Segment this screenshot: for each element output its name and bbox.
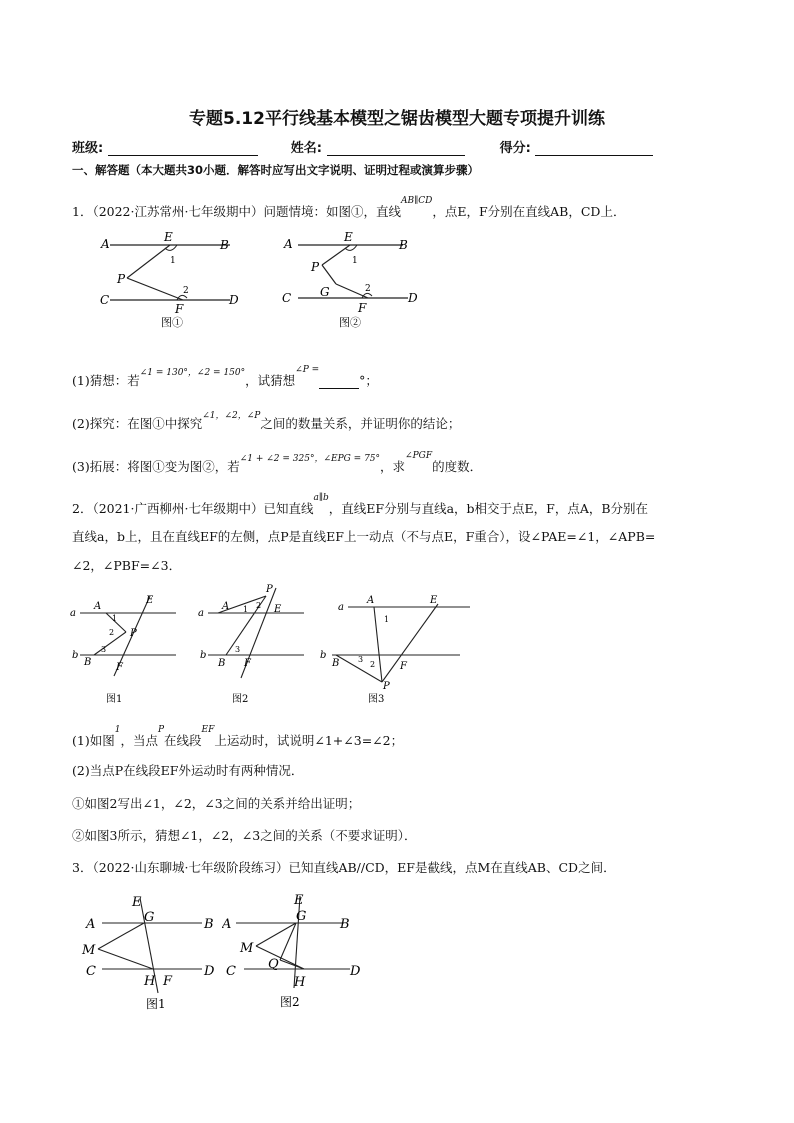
q3-stem: 3．（2022·山东聊城·七年级阶段练习）已知直线AB//CD，EF是截线，点M在直线AB、CD之间． — [72, 860, 616, 875]
svg-text:G: G — [320, 285, 330, 299]
q2-fig1-caption: 图1 — [106, 694, 123, 705]
svg-text:2: 2 — [109, 628, 115, 637]
svg-text:3: 3 — [235, 645, 241, 654]
q2-part-1: (1)如图$^1$，当点$^P$在线段$^{EF}$上运动时，试说明∠1+∠3=∠2； — [72, 725, 404, 748]
svg-text:G: G — [296, 909, 307, 924]
svg-text:P: P — [266, 584, 273, 595]
svg-text:B: B — [204, 917, 214, 932]
svg-text:F: F — [244, 658, 251, 669]
svg-text:2: 2 — [365, 284, 371, 294]
svg-text:F: F — [175, 302, 184, 316]
svg-text:Q: Q — [268, 957, 279, 972]
q3-fig2-caption: 图2 — [280, 995, 300, 1009]
name-blank[interactable] — [327, 141, 465, 156]
svg-text:E: E — [164, 230, 173, 244]
q3-fig1-caption: 图1 — [146, 997, 166, 1011]
q2-figure-2 — [196, 582, 316, 710]
svg-text:H: H — [294, 975, 306, 990]
q2-part-2-2: ②如图3所示，猜想∠1，∠2，∠3之间的关系（不要求证明）． — [72, 828, 417, 843]
q2-fig3-caption: 图3 — [368, 694, 385, 705]
svg-text:F: F — [358, 301, 367, 315]
q2-fig2-caption: 图2 — [232, 694, 249, 705]
svg-text:b: b — [200, 650, 207, 661]
q3-figure-1 — [80, 888, 225, 1016]
q1-fig2-caption: 图② — [339, 316, 361, 329]
q1-part-3: (3)拓展：将图①变为图②，若$^{\angle 1 + \angle 2 = 325^\circ,\angle EPG = 75^\circ}$，求$^{\angle PGF}$的度数． — [72, 451, 483, 474]
class-label: 班级: — [72, 141, 104, 156]
svg-text:E: E — [430, 595, 438, 606]
svg-text:a: a — [198, 608, 204, 619]
q1-part-1: (1)猜想：若$^{\angle 1 = 130^\circ,\angle 2 = 150^\circ}$，试猜想$^{\angle P =}$°； — [72, 365, 378, 388]
svg-text:C: C — [226, 964, 236, 979]
q2-stem-line3: ∠2，∠PBF=∠3． — [72, 558, 182, 573]
svg-text:M: M — [82, 943, 96, 958]
svg-text:D: D — [204, 964, 215, 979]
class-blank[interactable] — [108, 141, 258, 156]
svg-text:B: B — [220, 238, 229, 252]
svg-text:b: b — [72, 650, 79, 661]
svg-text:2: 2 — [370, 660, 376, 669]
svg-text:F: F — [116, 662, 123, 673]
svg-text:A: A — [284, 237, 293, 251]
svg-text:F: F — [400, 661, 407, 672]
score-label: 得分: — [499, 141, 531, 156]
svg-text:P: P — [311, 260, 320, 274]
svg-text:H: H — [144, 974, 156, 989]
svg-text:D: D — [408, 291, 418, 305]
svg-text:A: A — [367, 595, 375, 606]
svg-text:B: B — [84, 657, 92, 668]
q1-figure-2 — [278, 228, 438, 333]
page-title: 专题5.12平行线基本模型之锯齿模型大题专项提升训练 — [189, 109, 605, 129]
svg-text:P: P — [130, 628, 137, 639]
svg-text:a: a — [338, 602, 344, 613]
svg-text:2: 2 — [256, 601, 262, 610]
svg-text:E: E — [344, 230, 353, 244]
svg-text:1: 1 — [170, 256, 176, 266]
q1-figure-1 — [95, 228, 255, 333]
section-heading: 一、解答题（本大题共30小题．解答时应写出文字说明、证明过程或演算步骤） — [72, 163, 479, 177]
name-label: 姓名: — [290, 141, 322, 156]
svg-text:A: A — [101, 237, 110, 251]
svg-text:A: A — [222, 917, 232, 932]
svg-text:E: E — [132, 895, 142, 910]
svg-text:3: 3 — [101, 645, 107, 654]
q2-part-2-1: ①如图2写出∠1，∠2，∠3之间的关系并给出证明； — [72, 796, 361, 811]
svg-text:A: A — [94, 601, 102, 612]
svg-text:B: B — [218, 658, 226, 669]
svg-text:M: M — [240, 941, 254, 956]
svg-text:1: 1 — [243, 605, 249, 614]
svg-text:1: 1 — [384, 615, 390, 624]
q2-stem-line1: 2．（2021·广西柳州·七年级期中）已知直线$^{a\parallel b}$，直线EF分别与直线a，b相交于点E，F，点A，B分别在 — [72, 493, 649, 516]
svg-text:C: C — [100, 293, 110, 307]
svg-text:D: D — [350, 964, 361, 979]
score-blank[interactable] — [535, 141, 653, 156]
svg-text:F: F — [163, 974, 173, 989]
svg-text:B: B — [399, 238, 408, 252]
svg-text:b: b — [320, 650, 327, 661]
q1-part-2: (2)探究：在图①中探究$^{\angle 1,\angle 2,\angle P}$之间的数量关系，并证明你的结论； — [72, 411, 461, 431]
q2-part-2: (2)当点P在线段EF外运动时有两种情况． — [72, 763, 304, 778]
svg-text:2: 2 — [183, 286, 189, 296]
q3-figure-2 — [222, 888, 372, 1016]
svg-text:a: a — [70, 608, 76, 619]
q1-stem: 1．（2022·江苏常州·七年级期中）问题情境：如图①，直线$^{AB\parallel CD}$，点E，F分别在直线AB，CD上． — [72, 196, 626, 219]
q1-fig1-caption: 图① — [161, 316, 183, 329]
svg-text:C: C — [86, 964, 96, 979]
svg-text:1: 1 — [112, 614, 118, 623]
q1-answer-blank[interactable] — [319, 376, 359, 389]
svg-text:C: C — [282, 291, 292, 305]
svg-text:B: B — [332, 658, 340, 669]
svg-text:E: E — [146, 595, 154, 606]
svg-text:D: D — [229, 293, 239, 307]
svg-text:G: G — [144, 910, 155, 925]
svg-text:B: B — [340, 917, 350, 932]
student-info-row — [72, 137, 653, 156]
q2-stem-line2: 直线a，b上，且在直线EF的左侧，点P是直线EF上一动点（不与点E，F重合），设∠PAE=∠1，∠APB= — [72, 529, 656, 544]
q2-figure-1 — [68, 588, 188, 710]
q2-figure-3 — [318, 590, 478, 710]
svg-text:A: A — [86, 917, 96, 932]
svg-text:P: P — [383, 681, 390, 692]
svg-text:E: E — [274, 604, 282, 615]
svg-text:E: E — [294, 893, 304, 908]
svg-text:1: 1 — [352, 256, 358, 266]
svg-text:A: A — [222, 601, 230, 612]
svg-text:P: P — [117, 272, 126, 286]
svg-text:3: 3 — [358, 655, 364, 664]
